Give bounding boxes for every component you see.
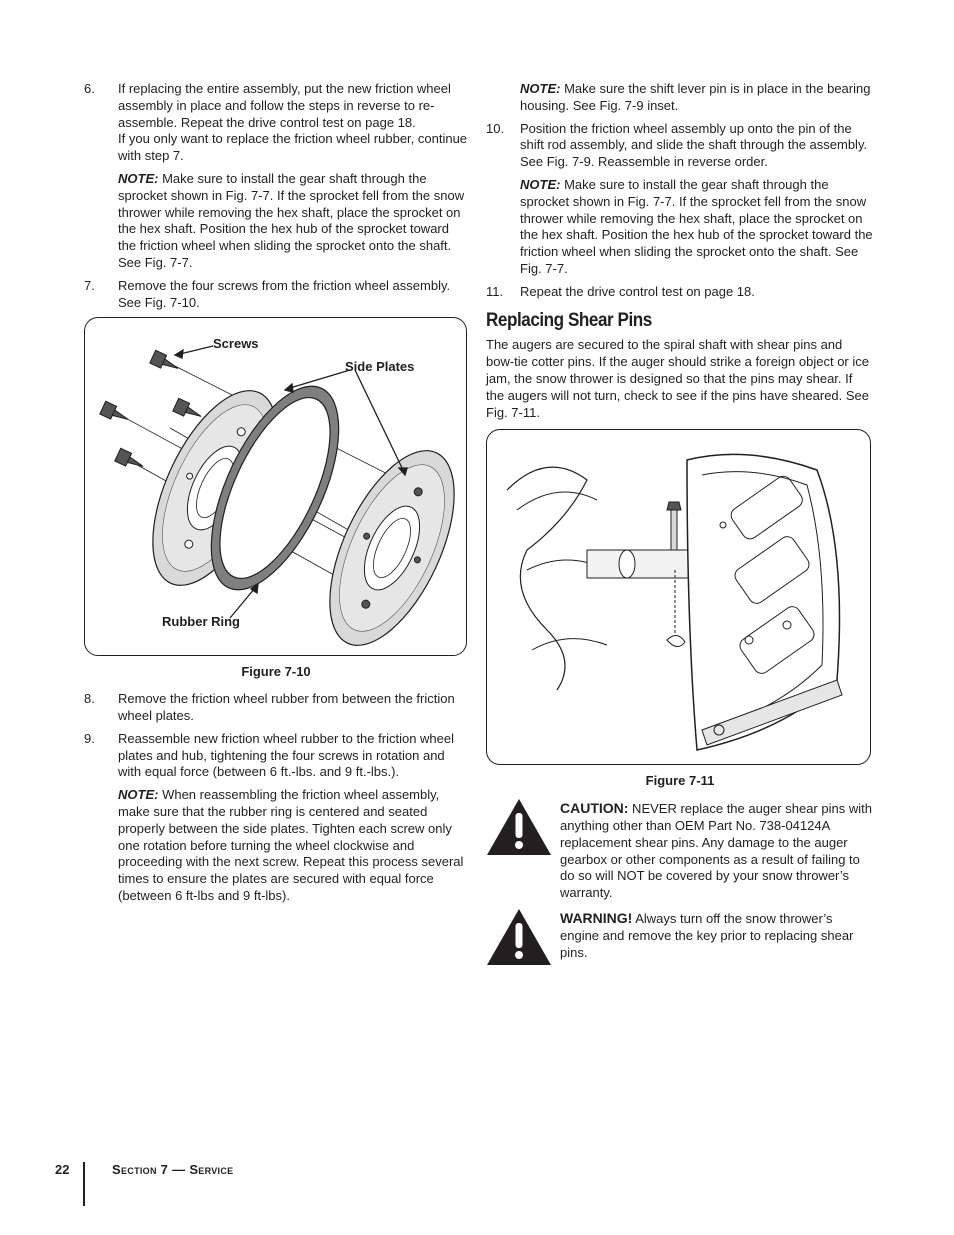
note-reassembly — [118, 787, 468, 905]
step-number: 8. — [84, 691, 95, 707]
step-text: Position the friction wheel assembly up onto the pin of the shift rod assembly, and slide the shaft through the assembly. See Fig. 7-9. Reassemble in reverse order. — [520, 120, 868, 170]
footer-divider — [83, 1162, 85, 1206]
figure-7-11 — [486, 429, 871, 765]
step-8 — [84, 691, 468, 725]
step-number: 7. — [84, 277, 95, 293]
note-text: Make sure the shift lever pin is in place in the bearing housing. See Fig. 7-9 inset. — [520, 81, 871, 113]
step-text: Reassemble new friction wheel rubber to the friction wheel plates and hub, tightening the four screws in rotation and with equal force (between 6 ft.-lbs. and 9 ft.-lbs.). — [118, 730, 455, 780]
step-text: Repeat the drive control test on page 18. — [520, 283, 755, 299]
step-text-continued: If you only want to replace the friction wheel rubber, continue with step 7. — [118, 131, 468, 164]
left-column — [84, 81, 468, 911]
step-number: 6. — [84, 81, 95, 96]
label-side-plates: Side Plates — [345, 359, 415, 375]
caution-label: CAUTION: — [560, 800, 629, 817]
step-number: 11. — [486, 283, 504, 299]
note-label: NOTE: — [520, 176, 561, 192]
section-heading: Replacing Shear Pins — [486, 309, 652, 331]
right-column — [486, 81, 874, 974]
label-screws: Screws — [213, 336, 259, 352]
auger-shear-pin-illustration — [487, 430, 870, 764]
figure-7-10 — [84, 317, 467, 656]
note-label: NOTE: — [118, 787, 159, 803]
label-rubber-ring: Rubber Ring — [162, 614, 240, 630]
page-number: 22 — [55, 1162, 70, 1177]
step-number: 10. — [486, 120, 505, 136]
note-text: Make sure to install the gear shaft through the sprocket shown in Fig. 7-7. If the sprocket fell from the snow thrower while removing the hex shaft, place the sprocket on the hex shaft. Position the hex hub of the sprocket toward the friction wheel when sliding the sprocket onto the shaft. See Fig. 7-7. — [118, 170, 465, 270]
step-7 — [84, 278, 468, 312]
note-gear-shaft — [118, 171, 468, 272]
note-text: When reassembling the friction wheel assembly, make sure that the rubber ring is centered and seated properly between the side plates. Tighten each screw only one rotation before turning the wheel clockwise and proceeding with the next screw. Repeat this process several times to ensure the plates are secured with equal force (between 6 ft-lbs and 9 ft-lbs). — [118, 787, 464, 903]
step-6 — [84, 81, 468, 165]
warning-text: Always turn off the snow thrower’s engine and remove the key prior to replacing shear pins. — [560, 910, 854, 960]
step-text: If replacing the entire assembly, put the new friction wheel assembly in place and follow the steps in reverse to re-assemble. Repeat the drive control test on page 18. — [118, 81, 451, 130]
step-text: Remove the friction wheel rubber from between the friction wheel plates. — [118, 691, 455, 723]
note-gear-shaft-2 — [520, 177, 874, 278]
step-11 — [486, 284, 874, 301]
note-label: NOTE: — [520, 81, 561, 96]
note-shift-lever — [520, 81, 874, 115]
intro-paragraph: The augers are secured to the spiral shaft with shear pins and bow-tie cotter pins. If the auger should strike a foreign object or ice jam, the snow thrower is designed so that the pins may shear. If the augers will not turn, check to see if the pins have sheared. See Fig. 7-11. — [486, 337, 870, 420]
caution-text: NEVER replace the auger shear pins with anything other than OEM Part No. 738-04124A replacement shear pins. Any damage to the auger gearbox or other components as a result of failing to do so will NOT be covered by your snow thrower’s warranty. — [560, 801, 872, 901]
note-text: Make sure to install the gear shaft through the sprocket shown in Fig. 7-7. If the sprocket fell from the snow thrower while removing the hex shaft, place the sprocket on the hex shaft. Position the hex hub of the sprocket toward the friction wheel when sliding the sprocket onto the shaft. See Fig. 7-7. — [520, 176, 873, 276]
warning-triangle-icon — [486, 908, 552, 966]
step-text: Remove the four screws from the friction wheel assembly. See Fig. 7-10. — [118, 277, 451, 310]
step-9 — [84, 731, 468, 781]
note-label: NOTE: — [118, 170, 159, 186]
warning-label: WARNING! — [560, 909, 633, 926]
step-10 — [486, 121, 874, 171]
figure-7-11-caption: Figure 7-11 — [645, 773, 715, 789]
figure-7-10-caption: Figure 7-10 — [241, 664, 311, 680]
section-label: Section 7 — Service — [112, 1162, 234, 1177]
caution-callout — [486, 800, 874, 902]
warning-triangle-icon — [486, 798, 552, 856]
warning-callout — [486, 910, 874, 966]
step-number: 9. — [84, 730, 95, 746]
